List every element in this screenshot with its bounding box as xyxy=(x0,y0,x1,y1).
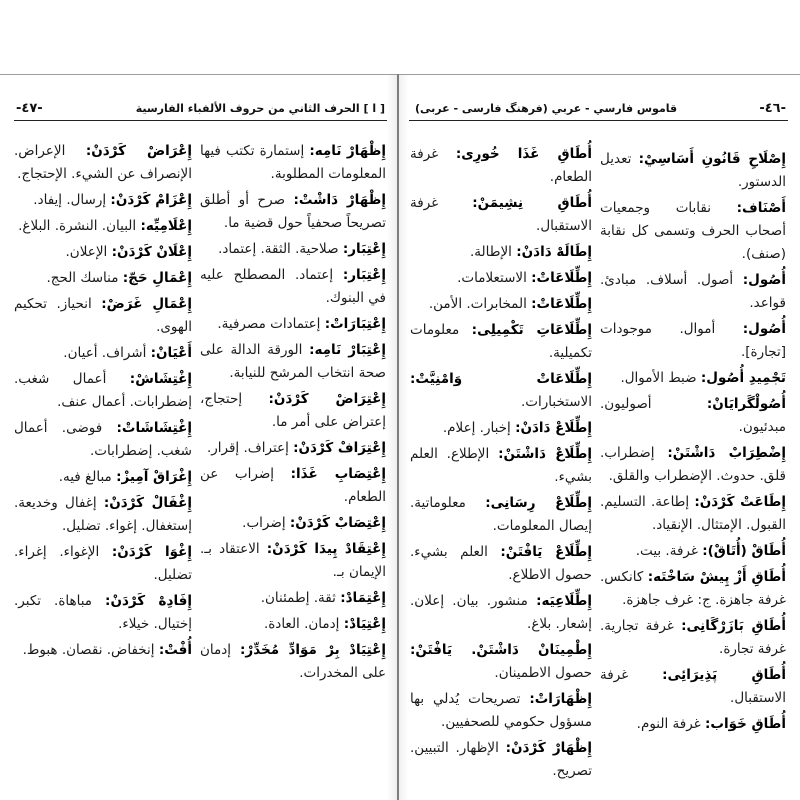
dictionary-entry xyxy=(410,143,592,189)
entry-headword: إِطِّلَاعْ دَاشْتَنْ: xyxy=(498,446,593,462)
entry-column-left xyxy=(14,140,192,665)
dictionary-entry xyxy=(200,587,386,610)
entry-headword: أَصْنَاف: xyxy=(736,200,786,216)
dictionary-entry xyxy=(200,140,386,186)
entry-column-right xyxy=(200,140,386,688)
entry-definition: إحتجاج، إعتراض على أمر ما. xyxy=(200,391,386,430)
entry-definition: غرفة الاستقبال. xyxy=(600,667,786,706)
dictionary-entry xyxy=(600,318,786,364)
dictionary-entry xyxy=(600,197,786,266)
entry-definition: إخبار. إعلام. xyxy=(442,420,511,436)
entry-headword: إِضْطِرَابْ دَاشْتَنْ: xyxy=(667,445,786,461)
entry-headword: إِطْمِينَانْ دَاشْتَنْ. يَافْتَنْ: xyxy=(410,642,592,658)
entry-definition: أعمال شغب. إضطرابات. أعمال عنف. xyxy=(14,371,192,410)
dictionary-entry xyxy=(200,339,386,385)
entry-definition: أموال. موجودات [تجارة]. xyxy=(600,321,786,360)
entry-headword: إِطِّلَاعَاتْ: xyxy=(531,270,592,286)
entry-headword: إِغْتِشَاشْ: xyxy=(129,371,192,387)
entry-definition: العلم بشيء. حصول الاطلاع. xyxy=(410,544,592,583)
header-rule xyxy=(14,120,387,121)
entry-headword: إِعْتِبَار: xyxy=(342,241,386,257)
entry-definition: إعتمادات مصرفية. xyxy=(217,316,321,332)
dictionary-entry xyxy=(14,590,192,636)
entry-definition: إدمان على المخدرات. xyxy=(200,642,386,681)
dictionary-entry xyxy=(410,368,592,414)
entry-definition: تصريحات يُدلي بها مسؤول حكومي للصحفيين. xyxy=(410,691,592,730)
entry-headword: إِعْزَامْ كَرْدَنْ: xyxy=(110,192,192,208)
entry-headword: إِعْتِبَار: xyxy=(342,267,386,283)
dictionary-entry xyxy=(200,388,386,434)
entry-column-right xyxy=(600,148,786,739)
entry-headword: إِظْهَارَاتْ: xyxy=(529,691,593,707)
entry-column-left xyxy=(410,143,592,786)
page-header-title: [ ا ] الحرف الثاني من حروف الألفباء الفارسية xyxy=(135,102,385,115)
entry-headword: إِطَالَهْ دَادَنْ: xyxy=(516,244,592,260)
entry-definition: غرفة الطعام. xyxy=(410,146,592,185)
dictionary-entry xyxy=(600,566,786,612)
entry-definition: إضطراب. قلق. حدوث. الإضطراب والقلق. xyxy=(600,445,786,484)
entry-definition: ضبط الأموال. xyxy=(620,370,697,386)
entry-definition: إغفال وخديعة. إستغفال. إغواء. تضليل. xyxy=(14,495,192,534)
entry-headword: إِطِّلَاعْ دَادَنْ: xyxy=(515,420,592,436)
entry-definition: إطاعة. التسليم. القبول. الإمتثال. الإنقياد. xyxy=(600,494,786,533)
entry-headword: إِغْرَاقْ آمِيزْ: xyxy=(116,469,192,485)
dictionary-entry xyxy=(200,264,386,310)
entry-headword: إِعْتِيَادْ بِرْ مَوَادِّ مُخَدِّرْ: xyxy=(240,642,386,658)
entry-headword: أُفْتْ: xyxy=(158,642,192,658)
entry-headword: إِطِّلَاعَاتْ وَامْنِيَّتْ: xyxy=(410,371,592,387)
page-number: -٤٦- xyxy=(759,101,786,116)
entry-definition: الاستعلامات. xyxy=(457,270,527,286)
dictionary-entry xyxy=(14,241,192,264)
entry-definition: تعديل الدستور. xyxy=(600,151,786,190)
entry-definition: الإطلاع. العلم بشيء. xyxy=(410,446,592,485)
entry-definition: إرسال. إيفاد. xyxy=(33,192,107,208)
dictionary-entry xyxy=(14,342,192,365)
dictionary-page-left xyxy=(0,75,397,800)
entry-definition: الإطالة. xyxy=(469,244,512,260)
entry-definition: البيان. النشرة. البلاغ. xyxy=(18,218,137,234)
dictionary-entry xyxy=(600,664,786,710)
entry-definition: إستمارة تكتب فيها المعلومات المطلوبة. xyxy=(200,143,386,182)
entry-headword: تَجْمِيدِ أُصُول: xyxy=(700,370,786,386)
dictionary-entry xyxy=(200,463,386,509)
entry-headword: إِطِّلَاعْ رِسَانِى: xyxy=(485,495,592,511)
dictionary-entry xyxy=(600,148,786,194)
page-number: -٤٧- xyxy=(16,101,43,116)
entry-headword: إِطَاعَتْ كَرْدَنْ: xyxy=(694,494,786,510)
dictionary-entry xyxy=(200,238,386,261)
dictionary-entry xyxy=(600,367,786,390)
dictionary-entry xyxy=(600,491,786,537)
entry-headword: أُطَاقِ بَازَرْگَانِى: xyxy=(681,618,786,634)
dictionary-entry xyxy=(410,688,592,734)
entry-definition: الإعراض. الإنصراف عن الشيء. الإحتجاج. xyxy=(14,143,192,182)
entry-headword: أُطَاقِ أَزْ پِيشْ سَاخْتَه: xyxy=(647,569,786,585)
entry-definition: معلوماتية. إيصال المعلومات. xyxy=(410,495,592,534)
entry-definition: غرفة النوم. xyxy=(636,716,701,732)
entry-definition: إنخفاض. نقصان. هبوط. xyxy=(22,642,155,658)
dictionary-entry xyxy=(410,443,592,489)
dictionary-entry xyxy=(14,140,192,186)
dictionary-page-right xyxy=(399,75,800,800)
entry-definition: حصول الاطمينان. xyxy=(494,665,592,681)
entry-headword: إِغْفَالْ كَرْدَنْ: xyxy=(103,495,193,511)
dictionary-entry xyxy=(410,541,592,587)
entry-headword: أُطَاقِ غَذَا خُورِى: xyxy=(455,146,592,162)
entry-definition: صلاحية. الثقة. إعتماد. xyxy=(218,241,339,257)
entry-headword: إِظْهَارْ كَرْدَنْ: xyxy=(505,740,592,756)
entry-headword: أُصُولْگَرايَانْ: xyxy=(706,396,786,412)
entry-definition: إدمان. العادة. xyxy=(263,616,340,632)
dictionary-entry xyxy=(200,613,386,636)
dictionary-entry xyxy=(14,267,192,290)
entry-definition: غرفة. بيت. xyxy=(635,543,698,559)
entry-definition: غرفة الاستقبال. xyxy=(410,195,592,234)
entry-definition: صرح أو أطلق تصريحاً صحفياً حول قضية ما. xyxy=(200,192,386,231)
entry-headword: أُصُول: xyxy=(742,321,786,337)
entry-headword: إِعْتِمَادْ: xyxy=(340,590,386,606)
entry-definition: منشور. بيان. إعلان. إشعار. بلاغ. xyxy=(410,593,592,632)
entry-headword: إِظْهَارْ نَامِه: xyxy=(309,143,386,159)
dictionary-entry xyxy=(14,639,192,662)
entry-headword: إِغْتِشَاشَاتْ: xyxy=(116,420,192,436)
entry-headword: إِعْلَامِيِّه: xyxy=(140,218,192,234)
dictionary-entry xyxy=(14,368,192,414)
dictionary-entry xyxy=(600,442,786,488)
entry-headword: أَعْيَانْ: xyxy=(150,345,192,361)
dictionary-entry xyxy=(410,737,592,783)
dictionary-entry xyxy=(14,466,192,489)
entry-definition: الإظهار. التبيين. تصريح. xyxy=(410,740,592,779)
entry-definition: معلومات تكميلية. xyxy=(410,322,592,361)
entry-headword: إِعْتِيَادْ: xyxy=(343,616,386,632)
entry-headword: أُصُول: xyxy=(742,272,786,288)
dictionary-entry xyxy=(200,313,386,336)
dictionary-entry xyxy=(200,189,386,235)
entry-headword: أُطَاقِ خَوَاب: xyxy=(705,716,786,732)
entry-definition: أصوليون. مبدئيون. xyxy=(600,396,786,435)
entry-headword: إِطِّلَاعَاتِ تَكْمِيلِى: xyxy=(471,322,592,338)
entry-headword: إِعْتِرَافْ كَرْدَنْ: xyxy=(293,440,386,456)
entry-headword: أُطَاقْ (أُتَاقْ): xyxy=(702,543,786,559)
entry-definition: إضراب عن الطعام. xyxy=(200,466,386,505)
dictionary-entry xyxy=(14,541,192,587)
dictionary-entry xyxy=(410,192,592,238)
entry-definition: كانكس. غرفة جاهزة. ج: غرف جاهزة. xyxy=(600,569,786,608)
dictionary-entry xyxy=(600,615,786,661)
entry-definition: غرفة تجارية. غرفة تجارة. xyxy=(600,618,786,657)
header-rule xyxy=(409,120,788,121)
entry-definition: الورقة الدالة على صحة انتخاب المرشح للنيابة. xyxy=(200,342,386,381)
entry-definition: ثقة. إطمئنان. xyxy=(260,590,336,606)
entry-definition: انحياز. تحكيم الهوى. xyxy=(14,296,192,335)
entry-headword: إِعْلَانْ كَرْدَنْ: xyxy=(111,244,192,260)
entry-headword: إِطِّلَاعْ يَافْتَنْ: xyxy=(500,544,592,560)
dictionary-entry xyxy=(410,293,592,316)
dictionary-entry xyxy=(14,293,192,339)
dictionary-entry xyxy=(410,492,592,538)
entry-headword: إِعْتِقَادْ پِيدَا كَرْدَنْ: xyxy=(266,541,387,557)
dictionary-entry xyxy=(200,512,386,535)
dictionary-entry xyxy=(410,241,592,264)
entry-headword: إِطِّلَاعِيَه: xyxy=(536,593,592,609)
entry-definition: المخابرات. الأمن. xyxy=(428,296,527,312)
entry-headword: إِطِّلَاعَاتْ: xyxy=(531,296,592,312)
entry-headword: إِفَادِهْ كَرْدَنْ: xyxy=(105,593,192,609)
dictionary-entry xyxy=(14,492,192,538)
entry-headword: إِعْمَالِ غَرَضْ: xyxy=(101,296,193,312)
page-header-title: قاموس فارسي - عربي (فرهنگ فارسى - عربى) xyxy=(415,102,678,115)
entry-definition: نقابات وجمعيات أصحاب الحرف وتسمى كل نقابة (صنف). xyxy=(600,200,786,262)
dictionary-entry xyxy=(600,269,786,315)
entry-headword: إِعْتِبَارَاتْ: xyxy=(324,316,386,332)
entry-headword: إِعْمَالِ حَجّ: xyxy=(122,270,192,286)
dictionary-entry xyxy=(410,267,592,290)
entry-headword: إِعْتِبَارْ نَامِه: xyxy=(309,342,386,358)
entry-definition: مبالغ فيه. xyxy=(58,469,112,485)
dictionary-entry xyxy=(14,417,192,463)
entry-definition: إعتراف. إقرار. xyxy=(206,440,289,456)
dictionary-entry xyxy=(410,639,592,685)
entry-definition: أصول. أسلاف. مبادئ. قواعد. xyxy=(600,272,786,311)
dictionary-entry xyxy=(14,189,192,212)
entry-definition: أشراف. أعيان. xyxy=(63,345,147,361)
dictionary-entry xyxy=(410,590,592,636)
dictionary-entry xyxy=(410,417,592,440)
entry-definition: الاعتقاد بـ. الإيمان بـ. xyxy=(200,541,386,580)
dictionary-entry xyxy=(200,437,386,460)
entry-definition: الإعلان. xyxy=(65,244,108,260)
dictionary-entry xyxy=(200,639,386,685)
entry-headword: إِعْتِرَاضْ كَرْدَنْ: xyxy=(268,391,386,407)
entry-definition: الإغواء. إغراء. تضليل. xyxy=(14,544,192,583)
dictionary-entry xyxy=(600,713,786,736)
entry-definition: مناسك الحج. xyxy=(46,270,119,286)
entry-headword: إِغْوَا كَرْدَنْ: xyxy=(111,544,192,560)
entry-headword: إِعْتِصَابِ غَذَا: xyxy=(290,466,387,482)
entry-definition: الاستخبارات. xyxy=(520,394,592,410)
entry-definition: مباهاة. تكبر. إختيال. خيلاء. xyxy=(14,593,192,632)
entry-headword: أُطَاقِ نِشِيمَنْ: xyxy=(472,195,592,211)
entry-headword: أُطَاقِ پَذِيرَائِى: xyxy=(662,667,786,683)
entry-definition: فوضى. أعمال شغب. إضطرابات. xyxy=(14,420,192,459)
entry-headword: إِظْهَارْ دَاشْتْ: xyxy=(293,192,387,208)
entry-headword: إِصْلَاحِ قَانُونِ أَسَاسِيْ: xyxy=(638,151,786,167)
dictionary-entry xyxy=(600,393,786,439)
entry-headword: إِعْتِصَابْ كَرْدَنْ: xyxy=(289,515,386,531)
dictionary-entry xyxy=(600,540,786,563)
dictionary-entry xyxy=(200,538,386,584)
entry-headword: إِعْرَاضْ كَرْدَنْ: xyxy=(85,143,192,159)
dictionary-entry xyxy=(410,319,592,365)
dictionary-entry xyxy=(14,215,192,238)
entry-definition: إعتماد. المصطلح عليه في البنوك. xyxy=(200,267,386,306)
entry-definition: إضراب. xyxy=(242,515,286,531)
